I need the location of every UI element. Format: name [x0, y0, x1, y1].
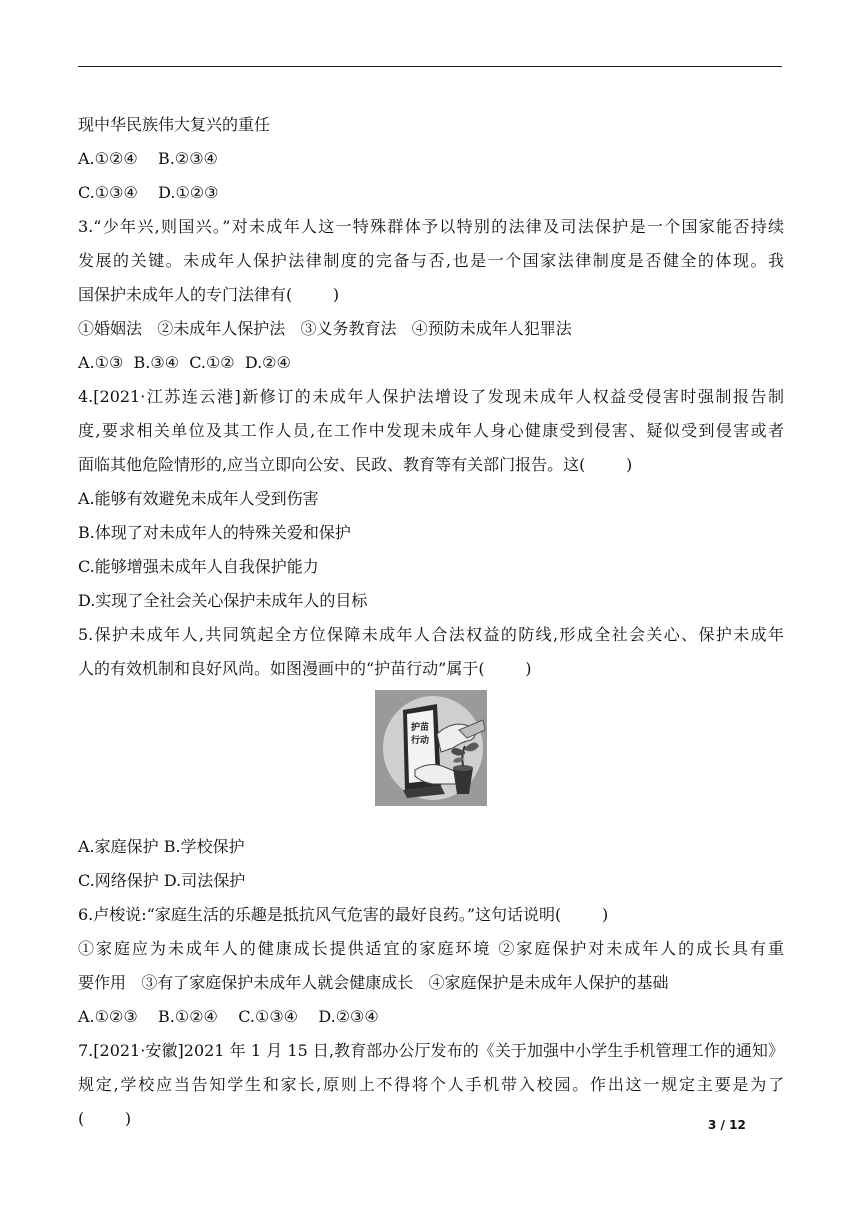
answer-options: A.家庭保护 B.学校保护: [78, 837, 245, 856]
text-line: 现中华民族伟大复兴的重任: [78, 115, 271, 134]
answer-option-c: C.能够增强未成年人自我保护能力: [78, 557, 319, 576]
question-3-items: ①婚姻法 ②未成年人保护法 ③义务教育法 ④预防未成年人犯罪法: [78, 319, 572, 338]
question-3-stem: 国保护未成年人的专门法律有( ): [78, 285, 340, 304]
question-7-stem: 7.[2021·安徽]2021 年 1 月 15 日,教育部办公厅发布的《关于加强中小学生手机管理工作的通知》: [78, 1041, 784, 1060]
header-rule: [78, 66, 782, 67]
answer-option-d: D.实现了全社会关心保护未成年人的目标: [78, 591, 368, 610]
sign-text-line2: 行动: [410, 736, 430, 746]
question-4-stem: 度,要求相关单位及其工作人员,在工作中发现未成年人身心健康受到侵害、疑似受到侵害或者: [78, 421, 784, 440]
question-body: [78, 108, 784, 1136]
question-7-stem: 规定,学校应当告知学生和家长,原则上不得将个人手机带入校园。作出这一规定主要是为了: [78, 1075, 784, 1094]
answer-options: A.①③ B.③④ C.①② D.②④: [78, 353, 291, 372]
question-4-stem: 面临其他危险情形的,应当立即向公安、民政、教育等有关部门报告。这( ): [78, 455, 633, 474]
question-3-stem: 发展的关键。未成年人保护法律制度的完备与否,也是一个国家法律制度是否健全的体现。我: [78, 251, 784, 270]
answer-option-b: B.体现了对未成年人的特殊关爱和保护: [78, 523, 351, 542]
answer-option-a: A.能够有效避免未成年人受到伤害: [78, 489, 319, 508]
answer-options: C.①③④ D.①②③: [78, 183, 219, 202]
answer-options: A.①②④ B.②③④: [78, 149, 218, 168]
page-number: 3 / 12: [708, 1118, 746, 1132]
cartoon-figure: [78, 686, 784, 830]
answer-options: A.①②③ B.①②④ C.①③④ D.②③④: [78, 1007, 379, 1026]
question-7-stem: ( ): [78, 1109, 132, 1128]
seedling-protection-cartoon: [375, 690, 487, 806]
question-6-items: ①家庭应为未成年人的健康成长提供适宜的家庭环境 ②家庭保护对未成年人的成长具有重: [78, 939, 784, 958]
answer-options: C.网络保护 D.司法保护: [78, 871, 246, 890]
question-5-stem: 5.保护未成年人,共同筑起全方位保障未成年人合法权益的防线,形成全社会关心、保护未成年: [78, 625, 784, 644]
sign-text-line1: 护苗: [410, 723, 430, 733]
question-4-stem: 4.[2021·江苏连云港]新修订的未成年人保护法增设了发现未成年人权益受侵害时强制报告制: [78, 387, 784, 406]
question-6-stem: 6.卢梭说:“家庭生活的乐趣是抵抗风气危害的最好良药。”这句话说明( ): [78, 905, 609, 924]
question-3-stem: 3.“少年兴,则国兴。”对未成年人这一特殊群体予以特别的法律及司法保护是一个国家能否持续: [78, 217, 784, 236]
question-6-items: 要作用 ③有了家庭保护未成年人就会健康成长 ④家庭保护是未成年人保护的基础: [78, 973, 669, 992]
question-5-stem: 人的有效机制和良好风尚。如图漫画中的“护苗行动”属于( ): [78, 659, 532, 678]
